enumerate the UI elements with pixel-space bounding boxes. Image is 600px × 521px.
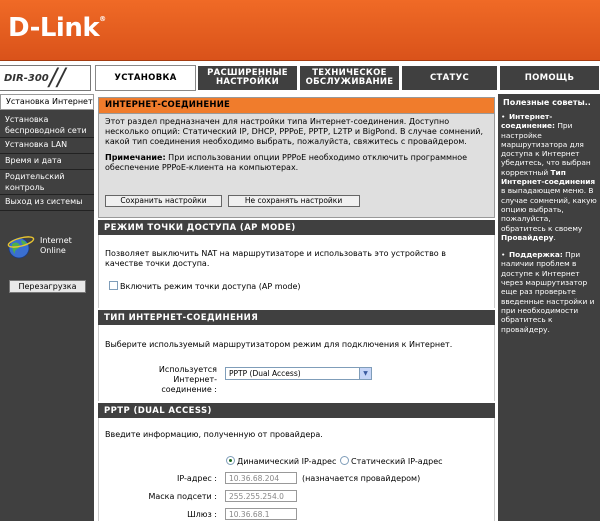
radio-static-ip[interactable] bbox=[340, 456, 443, 466]
ap-mode-checkbox-label: Включить режим точки доступа (AP mode) bbox=[120, 282, 301, 291]
help-panel bbox=[498, 94, 600, 521]
ap-mode-section bbox=[98, 235, 495, 308]
subnet-mask-label: Маска подсети : bbox=[148, 492, 217, 501]
tab-help[interactable]: ПОМОЩЬ bbox=[499, 65, 600, 91]
save-settings-button[interactable]: Сохранить настройки bbox=[105, 195, 222, 207]
ip-address-note: (назначается провайдером) bbox=[302, 474, 421, 483]
main-content bbox=[95, 94, 498, 521]
radio-dynamic-ip-button[interactable] bbox=[226, 456, 235, 465]
tab-status[interactable]: СТАТУС bbox=[401, 65, 498, 91]
intro-buttons bbox=[105, 195, 363, 207]
pptp-title: PPTP (DUAL ACCESS) bbox=[98, 403, 495, 418]
subnet-mask-input[interactable]: 255.255.254.0 bbox=[225, 490, 297, 502]
ip-address-label: IP-адрес : bbox=[177, 474, 217, 483]
tab-advanced[interactable]: РАСШИРЕННЫЕ НАСТРОЙКИ bbox=[197, 65, 298, 91]
ap-mode-title: РЕЖИМ ТОЧКИ ДОСТУПА (AP MODE) bbox=[98, 220, 495, 235]
radio-dynamic-ip[interactable] bbox=[226, 456, 336, 466]
sidebar-item-logout[interactable]: Выход из системы bbox=[0, 195, 94, 211]
help-title: Полезные советы.. bbox=[503, 98, 591, 107]
ip-address-input[interactable]: 10.36.68.204 bbox=[225, 472, 297, 484]
radio-dynamic-ip-label: Динамический IP-адрес bbox=[237, 457, 337, 466]
ap-mode-text: Позволяет выключить NAT на маршрутизаторе и использовать это устройство в качестве точки доступа. bbox=[105, 249, 446, 268]
internet-online-label: Internet Online bbox=[40, 236, 72, 255]
top-nav bbox=[0, 62, 600, 94]
radio-static-ip-label: Статический IP-адрес bbox=[351, 457, 443, 466]
dlink-logo: D-Link® bbox=[8, 13, 106, 43]
connection-type-text: Выберите используемый маршрутизатором режим для подключения к Интернет. bbox=[105, 340, 453, 349]
chevron-down-icon[interactable]: ▼ bbox=[359, 368, 371, 379]
sidebar-item-lan-setup[interactable]: Установка LAN bbox=[0, 138, 94, 154]
intro-note: Примечание: При использовании опции PPPoE необходимо отключить программное обеспечение PPPoE-клиента на компьютерах. bbox=[105, 153, 468, 172]
sidebar-item-time-date[interactable]: Время и дата bbox=[0, 154, 94, 170]
intro-text: Этот раздел предназначен для настройки типа Интернет-соединения. Доступно несколько опций: Статический IP, DHCP, PPPoE, PPTP, L2TP и BigPond. В случае сомнений, какой тип соединения необходимо выбрать, пожалуйста, свяжитесь с провайдером. bbox=[105, 117, 484, 146]
help-tip-connection: • Интернет-соединение: При настройке маршрутизатора для доступа к Интернет убедитесь, что выбран корректный Тип Интернет-соединения в выпадающем меню. В случае сомнений, какую опцию выбрать, пожалуйста, обратитесь к своему Провайдеру. bbox=[501, 112, 597, 242]
ap-mode-checkbox-row[interactable] bbox=[109, 281, 301, 291]
globe-icon bbox=[6, 234, 36, 260]
bullet-icon: • bbox=[501, 250, 506, 260]
help-tips bbox=[501, 112, 597, 342]
slash-decoration-icon: // bbox=[49, 63, 66, 91]
pptp-section bbox=[98, 418, 495, 521]
gateway-label: Шлюз : bbox=[187, 510, 217, 519]
sidebar-item-internet-setup[interactable]: Установка Интернет bbox=[0, 94, 94, 110]
ap-mode-checkbox[interactable] bbox=[109, 281, 118, 290]
gateway-input[interactable]: 10.36.68.1 bbox=[225, 508, 297, 520]
intro-title: ИНТЕРНЕТ-СОЕДИНЕНИЕ bbox=[99, 98, 494, 114]
sidebar-item-parental-control[interactable]: Родительский контроль bbox=[0, 170, 94, 195]
reboot-button[interactable]: Перезагрузка bbox=[9, 280, 86, 293]
dont-save-settings-button[interactable]: Не сохранять настройки bbox=[228, 195, 360, 207]
model-label: DIR-300 bbox=[4, 73, 49, 84]
pptp-text: Введите информацию, полученную от провайдера. bbox=[105, 430, 323, 439]
tab-setup[interactable]: УСТАНОВКА bbox=[95, 65, 196, 91]
internet-status bbox=[4, 232, 92, 266]
sidebar bbox=[0, 94, 94, 521]
connection-type-section bbox=[98, 325, 495, 401]
radio-static-ip-button[interactable] bbox=[340, 456, 349, 465]
connection-select-label: Используется Интернет- соединение : bbox=[158, 365, 217, 394]
tab-maintenance[interactable]: ТЕХНИЧЕСКОЕ ОБСЛУЖИВАНИЕ bbox=[299, 65, 400, 91]
sidebar-item-wireless-setup[interactable]: Установка беспроводной сети bbox=[0, 113, 94, 138]
model-badge bbox=[0, 65, 91, 91]
help-tip-support: • Поддержка: При наличии проблем в доступе к Интернет через маршрутизатор еще раз проверьте введенные настройки и при необходимости обратитесь к провайдеру. bbox=[501, 250, 595, 334]
bullet-icon: • bbox=[501, 112, 506, 121]
header-banner bbox=[0, 0, 600, 61]
internet-connection-intro bbox=[98, 97, 495, 218]
connection-type-select[interactable]: PPTP (Dual Access) ▼ bbox=[225, 367, 372, 380]
connection-type-title: ТИП ИНТЕРНЕТ-СОЕДИНЕНИЯ bbox=[98, 310, 495, 325]
